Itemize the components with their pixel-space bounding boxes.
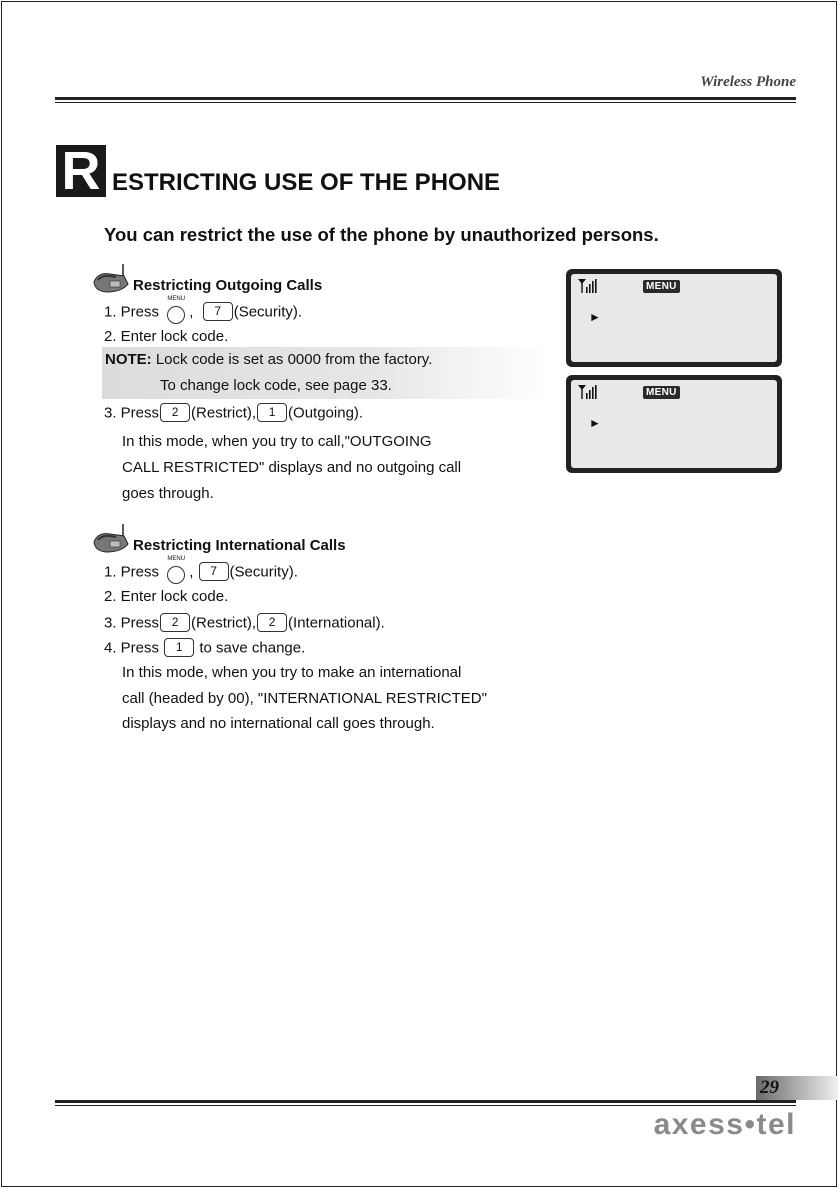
section-heading-international: Restricting International Calls	[133, 537, 346, 554]
key-2-icon: 2	[160, 613, 190, 632]
outgoing-desc-3: goes through.	[122, 485, 214, 502]
note-label: NOTE:	[105, 351, 152, 368]
note-line-1: Lock code is set as 0000 from the factory.	[151, 351, 433, 368]
international-step-4: 4. Press 1 to save change.	[104, 639, 306, 657]
arrow-right-icon: ►	[589, 416, 601, 430]
arrow-right-icon: ►	[589, 310, 601, 324]
signal-strength-icon	[577, 278, 597, 294]
signal-strength-icon	[577, 384, 597, 400]
key-7-icon: 7	[203, 302, 233, 321]
title-text: ESTRICTING USE OF THE PHONE	[112, 169, 501, 196]
note-line-2: To change lock code, see page 33.	[160, 377, 392, 394]
international-desc-3: displays and no international call goes through.	[122, 715, 435, 732]
key-7-icon: 7	[199, 562, 229, 581]
outgoing-step-2: 2. Enter lock code.	[104, 328, 229, 345]
international-step-1: 1. Press MENU , 7 (Security).	[104, 563, 298, 582]
footer-rule-thin	[55, 1105, 796, 1106]
page-number-bar	[756, 1076, 838, 1100]
lcd-display-2	[566, 375, 782, 473]
lcd-menu-label: MENU	[643, 280, 680, 293]
lcd-display-1	[566, 269, 782, 367]
international-step-3: 3. Press 2 (Restrict), 2 (International).	[104, 614, 385, 632]
menu-key-icon: MENU	[166, 566, 186, 584]
desk-phone-icon	[92, 522, 130, 554]
international-desc-1: In this mode, when you try to make an international	[122, 664, 462, 681]
international-step-2: 2. Enter lock code.	[104, 588, 229, 605]
outgoing-desc-1: In this mode, when you try to call,"OUTGOING	[122, 433, 432, 450]
menu-key-icon: MENU	[166, 306, 186, 324]
lcd-menu-label: MENU	[643, 386, 680, 399]
header-title: Wireless Phone	[700, 74, 796, 90]
outgoing-step-1: 1. Press MENU , 7 (Security).	[104, 303, 302, 322]
outgoing-desc-2: CALL RESTRICTED" displays and no outgoing call	[122, 459, 462, 476]
lead-text: You can restrict the use of the phone by unauthorized persons.	[104, 224, 659, 245]
header-rule-thin	[55, 102, 796, 103]
page-title	[56, 141, 501, 201]
section-heading-outgoing: Restricting Outgoing Calls	[133, 277, 323, 294]
header-rule	[55, 97, 796, 100]
brand-logo: axess•tel	[653, 1108, 796, 1141]
key-2-icon: 2	[160, 403, 190, 422]
key-1-icon: 1	[257, 403, 287, 422]
page-number: 29	[760, 1077, 779, 1098]
desk-phone-icon	[92, 262, 130, 294]
drop-cap: R	[56, 145, 106, 197]
key-2-icon: 2	[257, 613, 287, 632]
outgoing-step-3: 3. Press 2 (Restrict), 1 (Outgoing).	[104, 404, 364, 422]
footer-rule	[55, 1100, 796, 1103]
international-desc-2: call (headed by 00), "INTERNATIONAL RESTRICTED"	[122, 690, 487, 707]
note-box	[102, 347, 550, 399]
key-1-icon: 1	[164, 638, 194, 657]
